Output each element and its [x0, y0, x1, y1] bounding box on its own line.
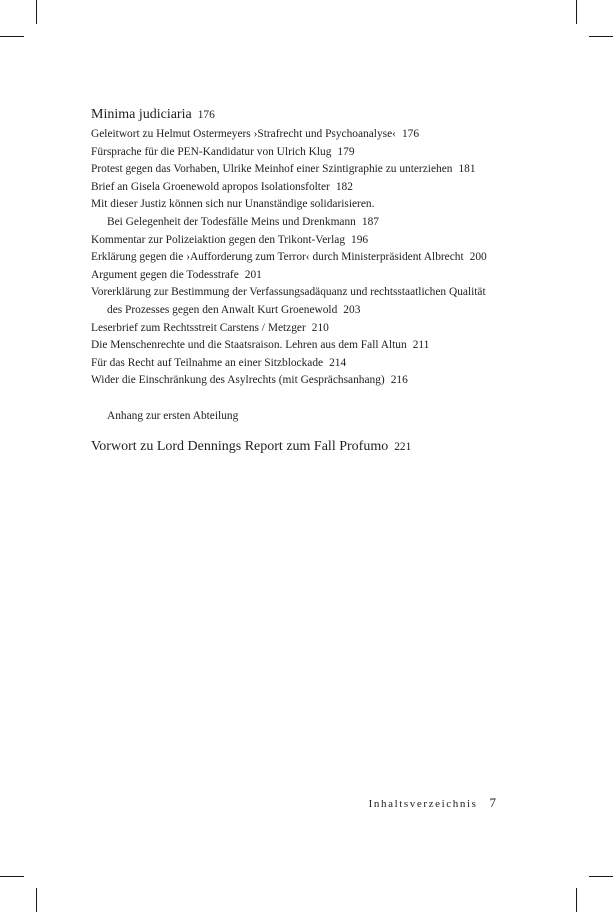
- toc-page-number: 187: [361, 215, 379, 228]
- toc-page-number: 221: [394, 440, 412, 453]
- toc-page-number: 182: [335, 180, 353, 193]
- toc-page-number: 203: [343, 303, 361, 316]
- toc-entry-title: Bei Gelegenheit der Todesfälle Meins und Drenkmann: [107, 215, 356, 228]
- crop-mark-bottom-right-vertical: [576, 888, 577, 912]
- table-of-contents: [91, 106, 521, 456]
- toc-entry-title: Die Menschenrechte und die Staatsraison. Lehren aus dem Fall Altun: [91, 339, 407, 352]
- crop-mark-top-left-vertical: [36, 0, 37, 24]
- toc-section-minima-judiciaria: [91, 106, 521, 124]
- page-footer: [369, 795, 496, 811]
- toc-page-number: 196: [351, 233, 369, 246]
- toc-entry-title: Brief an Gisela Groenewold apropos Isolationsfolter: [91, 180, 330, 193]
- toc-entry: [91, 126, 521, 144]
- page-number: 7: [489, 795, 496, 810]
- toc-entry: [91, 284, 521, 302]
- toc-entry-title: Fürsprache für die PEN-Kandidatur von Ulrich Klug: [91, 145, 332, 158]
- toc-entry: [91, 144, 521, 162]
- toc-entry-title: Leserbrief zum Rechtsstreit Carstens / Metzger: [91, 321, 306, 334]
- toc-entry-title: Erklärung gegen die ›Aufforderung zum Terror‹ durch Ministerpräsident Albrecht: [91, 251, 464, 264]
- toc-entry: [91, 196, 521, 214]
- toc-entry-title: Vorerklärung zur Bestimmung der Verfassungsadäquanz und rechtsstaatlichen Qualität: [91, 286, 486, 299]
- toc-entry-title: Anhang zur ersten Abteilung: [107, 409, 239, 422]
- toc-page-number: 176: [401, 128, 420, 140]
- toc-page-number: 214: [329, 356, 347, 369]
- toc-entry-title: Minima judiciaria: [91, 107, 192, 122]
- toc-entry-title: Protest gegen das Vorhaben, Ulrike Meinhof einer Szintigraphie zu unterziehen: [91, 163, 453, 176]
- toc-entry: [91, 267, 521, 285]
- toc-entry-continuation: [91, 214, 521, 232]
- toc-entry-continuation: [91, 302, 521, 320]
- running-head: Inhaltsverzeichnis: [368, 798, 478, 810]
- toc-entry-title: Mit dieser Justiz können sich nur Unanständige solidarisieren.: [91, 198, 375, 211]
- toc-entry-title: Für das Recht auf Teilnahme an einer Sitzblockade: [91, 356, 324, 369]
- crop-mark-bottom-left-horizontal: [0, 876, 24, 877]
- toc-entry-title: Vorwort zu Lord Dennings Report zum Fall Profumo: [91, 438, 389, 454]
- toc-page-number: 200: [469, 251, 487, 264]
- toc-page-number: 216: [390, 374, 408, 387]
- toc-entry: [91, 320, 521, 338]
- toc-entry: [91, 372, 521, 390]
- toc-page-number: 181: [458, 163, 476, 176]
- crop-mark-top-right-vertical: [576, 0, 577, 24]
- toc-page-number: 201: [244, 268, 262, 281]
- crop-mark-top-right-horizontal: [589, 36, 613, 37]
- toc-entry-title: Kommentar zur Polizeiaktion gegen den Trikont-Verlag: [91, 233, 346, 246]
- toc-entry-title: Geleitwort zu Helmut Ostermeyers ›Strafrecht und Psychoanalyse‹: [91, 128, 396, 140]
- crop-mark-bottom-left-vertical: [36, 888, 37, 912]
- toc-entry-title: des Prozesses gegen den Anwalt Kurt Groenewold: [107, 303, 338, 316]
- toc-section-profumo: [91, 438, 521, 456]
- toc-page-number: 179: [337, 145, 355, 158]
- toc-page-number: 176: [197, 109, 215, 121]
- crop-mark-bottom-right-horizontal: [589, 876, 613, 877]
- toc-page-number: 211: [412, 339, 430, 352]
- toc-entry: [91, 355, 521, 373]
- toc-page-number: 210: [311, 321, 329, 334]
- toc-entry: [91, 161, 521, 179]
- toc-entry-title: Wider die Einschränkung des Asylrechts (mit Gesprächsanhang): [91, 374, 385, 387]
- crop-mark-top-left-horizontal: [0, 36, 24, 37]
- toc-entry-title: Argument gegen die Todesstrafe: [91, 268, 239, 281]
- toc-entry: [91, 232, 521, 250]
- toc-appendix-heading: [91, 408, 521, 426]
- toc-entry: [91, 249, 521, 267]
- toc-entry: [91, 337, 521, 355]
- toc-entry: [91, 179, 521, 197]
